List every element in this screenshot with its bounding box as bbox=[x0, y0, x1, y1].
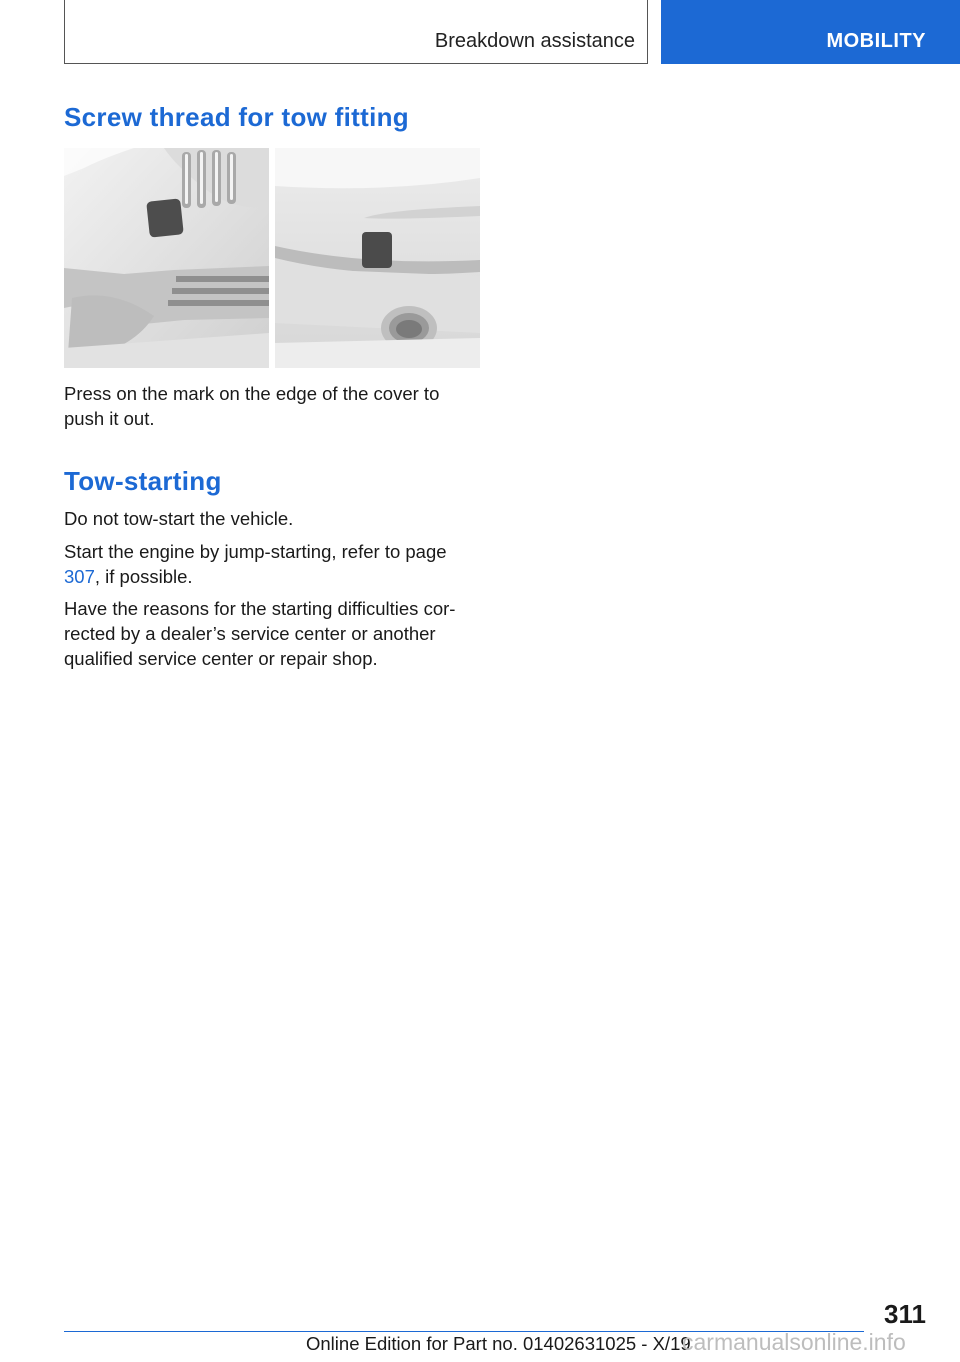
heading-tow-starting: Tow-starting bbox=[64, 466, 222, 496]
tow-fitting-illustration bbox=[64, 148, 480, 368]
jump-start-text: Start the engine by jump-starting, refer to page bbox=[64, 541, 447, 562]
header-chapter-title: MOBILITY bbox=[826, 30, 926, 52]
watermark: carmanualsonline.info bbox=[682, 1329, 906, 1355]
paragraph-jump-start bbox=[64, 539, 484, 589]
front-bumper-view bbox=[64, 148, 269, 368]
header-section-title: Breakdown assistance bbox=[434, 30, 635, 52]
rear-bumper-view bbox=[275, 148, 480, 368]
paragraph-no-tow-start: Do not tow-start the vehicle. bbox=[64, 508, 294, 529]
paragraph-press-mark: Press on the mark on the edge of the cover to push it out. bbox=[64, 383, 440, 429]
paragraph-starting-difficulties: Have the reasons for the starting difficulties cor-rected by a dealer’s service center or another qualified service center or repair shop. bbox=[64, 598, 456, 669]
footer-edition-text: Online Edition for Part no. 01402631025 - X/19 bbox=[306, 1333, 691, 1354]
header-section-box bbox=[64, 0, 648, 64]
heading-screw-thread: Screw thread for tow fitting bbox=[64, 102, 409, 132]
page-link-307[interactable]: 307 bbox=[64, 566, 95, 587]
page-number: 311 bbox=[884, 1299, 926, 1329]
header-chapter-tab bbox=[661, 0, 960, 64]
jump-start-text-end: , if possible. bbox=[94, 566, 193, 587]
